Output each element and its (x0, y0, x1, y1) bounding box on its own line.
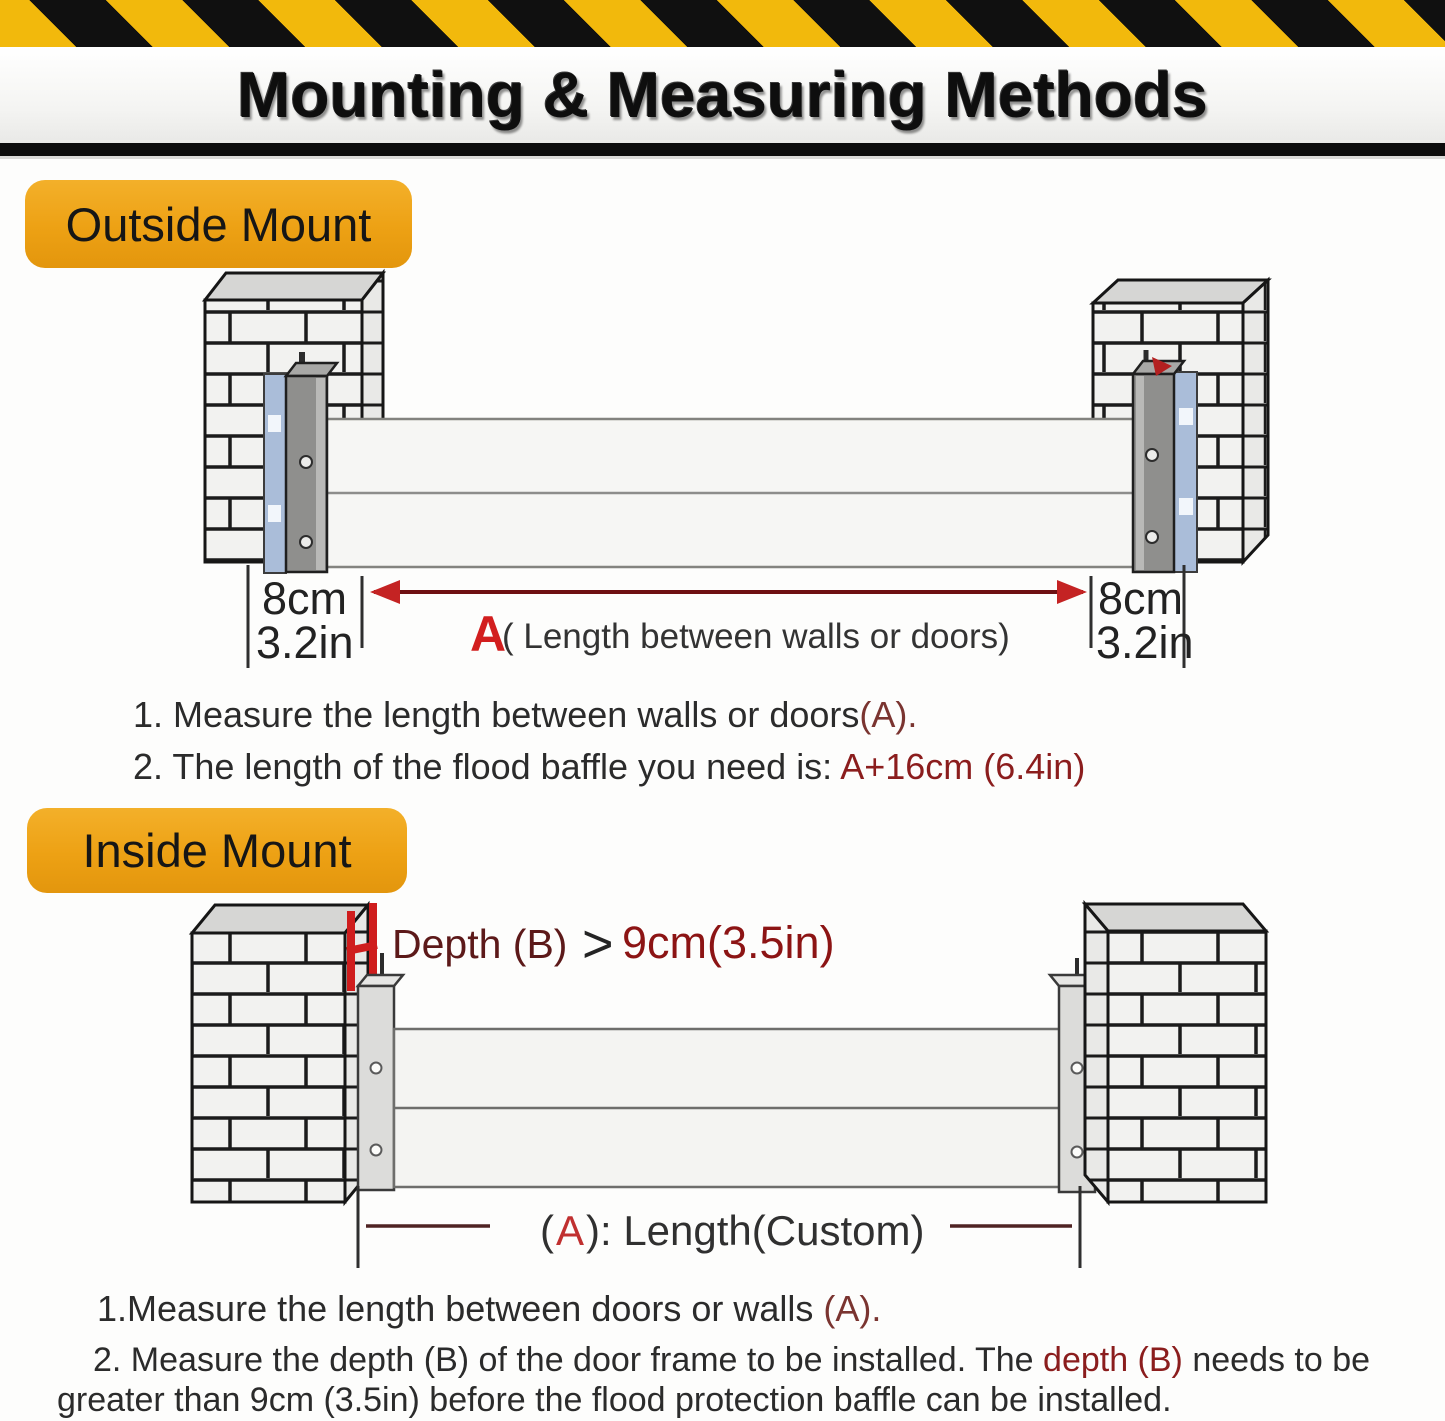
left-mounting-bracket (264, 352, 337, 573)
pillar-left-inside (192, 905, 368, 1202)
right-offset-cm: 8cm (1098, 573, 1184, 624)
left-offset-in: 3.2in (256, 617, 354, 668)
outside-step-1 (133, 694, 917, 736)
seal-slot (1179, 498, 1193, 515)
pillar-top-face (1085, 904, 1266, 931)
flood-barrier-panel-inside (394, 1029, 1060, 1187)
inside-step-1-text: 1.Measure the length between doors or walls (97, 1288, 824, 1329)
channel-highlight (316, 378, 325, 570)
dimension-length-custom (358, 1186, 1080, 1268)
screw-hole (1146, 531, 1158, 543)
outside-step-2 (133, 746, 1085, 788)
inside-step-2-part2: needs to be greater than 9cm (3.5in) before the flood protection baffle can be installed. (57, 1341, 1371, 1419)
seal-slot (1179, 408, 1193, 425)
outside-mount-label: Outside Mount (65, 197, 372, 251)
arrowhead-right (1057, 580, 1087, 604)
channel-cap (358, 975, 403, 986)
screw-hole (371, 1145, 382, 1156)
arrowhead-left (370, 580, 400, 604)
right-mounting-bracket (1133, 350, 1197, 572)
outside-step-1-a: (A). (859, 694, 918, 735)
seal-strip-blue (1174, 372, 1197, 572)
outside-mount-badge (25, 180, 412, 268)
outside-step-2-text: 2. The length of the flood baffle you need is: (133, 746, 841, 787)
caution-stripe-band (0, 0, 1445, 47)
page-title: Mounting & Measuring Methods (237, 59, 1208, 131)
pillar-side-face (1085, 904, 1108, 1202)
span-a-caption: ( Length between walls or doors) (502, 617, 1010, 656)
pillar-front-face (1108, 931, 1266, 1202)
pillar-side-face (1243, 280, 1268, 562)
inside-step-2-highlight: depth (B) (1043, 1341, 1183, 1379)
pillar-top-face (205, 273, 383, 300)
inside-step-2 (57, 1340, 1445, 1420)
title-bar (0, 47, 1445, 143)
screw-hole (1072, 1147, 1083, 1158)
dimension-span-a (370, 580, 1087, 662)
outside-step-1-text: 1. Measure the length between walls or doors (133, 694, 860, 735)
channel-cap (286, 363, 337, 376)
length-open-paren: ( (540, 1207, 554, 1254)
inside-mount-badge (27, 808, 407, 893)
inside-step-1-a: (A). (823, 1288, 882, 1329)
length-a-letter: A (556, 1207, 585, 1254)
outside-step-2-formula: A+16cm (6.4in) (840, 746, 1086, 787)
inside-step-2-part1: 2. Measure the depth (B) of the door frame to be installed. The (93, 1341, 1044, 1379)
screw-hole (371, 1063, 382, 1074)
seal-slot (268, 415, 281, 432)
pillar-top-face (1093, 280, 1268, 303)
right-offset-in: 3.2in (1096, 617, 1194, 668)
left-offset-cm: 8cm (262, 573, 348, 624)
depth-label: Depth (B) (392, 921, 568, 967)
pillar-front-face (192, 933, 345, 1202)
dimension-right-offset (1091, 565, 1194, 668)
flood-barrier-panel-outside (325, 419, 1135, 567)
seal-strip-blue (264, 374, 286, 573)
pillar-top-face (192, 905, 368, 933)
inside-mount-label: Inside Mount (82, 824, 352, 877)
outside-mount-diagram (0, 263, 1445, 680)
inside-mount-diagram (0, 895, 1445, 1290)
header-divider-bar (0, 143, 1445, 159)
screw-hole (1146, 449, 1158, 461)
dimension-left-offset (248, 565, 362, 668)
channel-highlight (1136, 376, 1144, 570)
seal-slot (268, 505, 281, 522)
pillar-right-inside (1085, 904, 1266, 1202)
inside-step-1 (97, 1288, 881, 1330)
screw-hole (300, 456, 312, 468)
channel-body (358, 986, 394, 1190)
greater-than-sign: > (582, 914, 614, 974)
depth-value: 9cm(3.5in) (622, 917, 835, 968)
screw-hole (1072, 1063, 1083, 1074)
span-a-letter: A (470, 606, 507, 662)
length-caption: ): Length(Custom) (586, 1207, 925, 1254)
depth-annotation (392, 914, 835, 974)
screw-hole (300, 536, 312, 548)
